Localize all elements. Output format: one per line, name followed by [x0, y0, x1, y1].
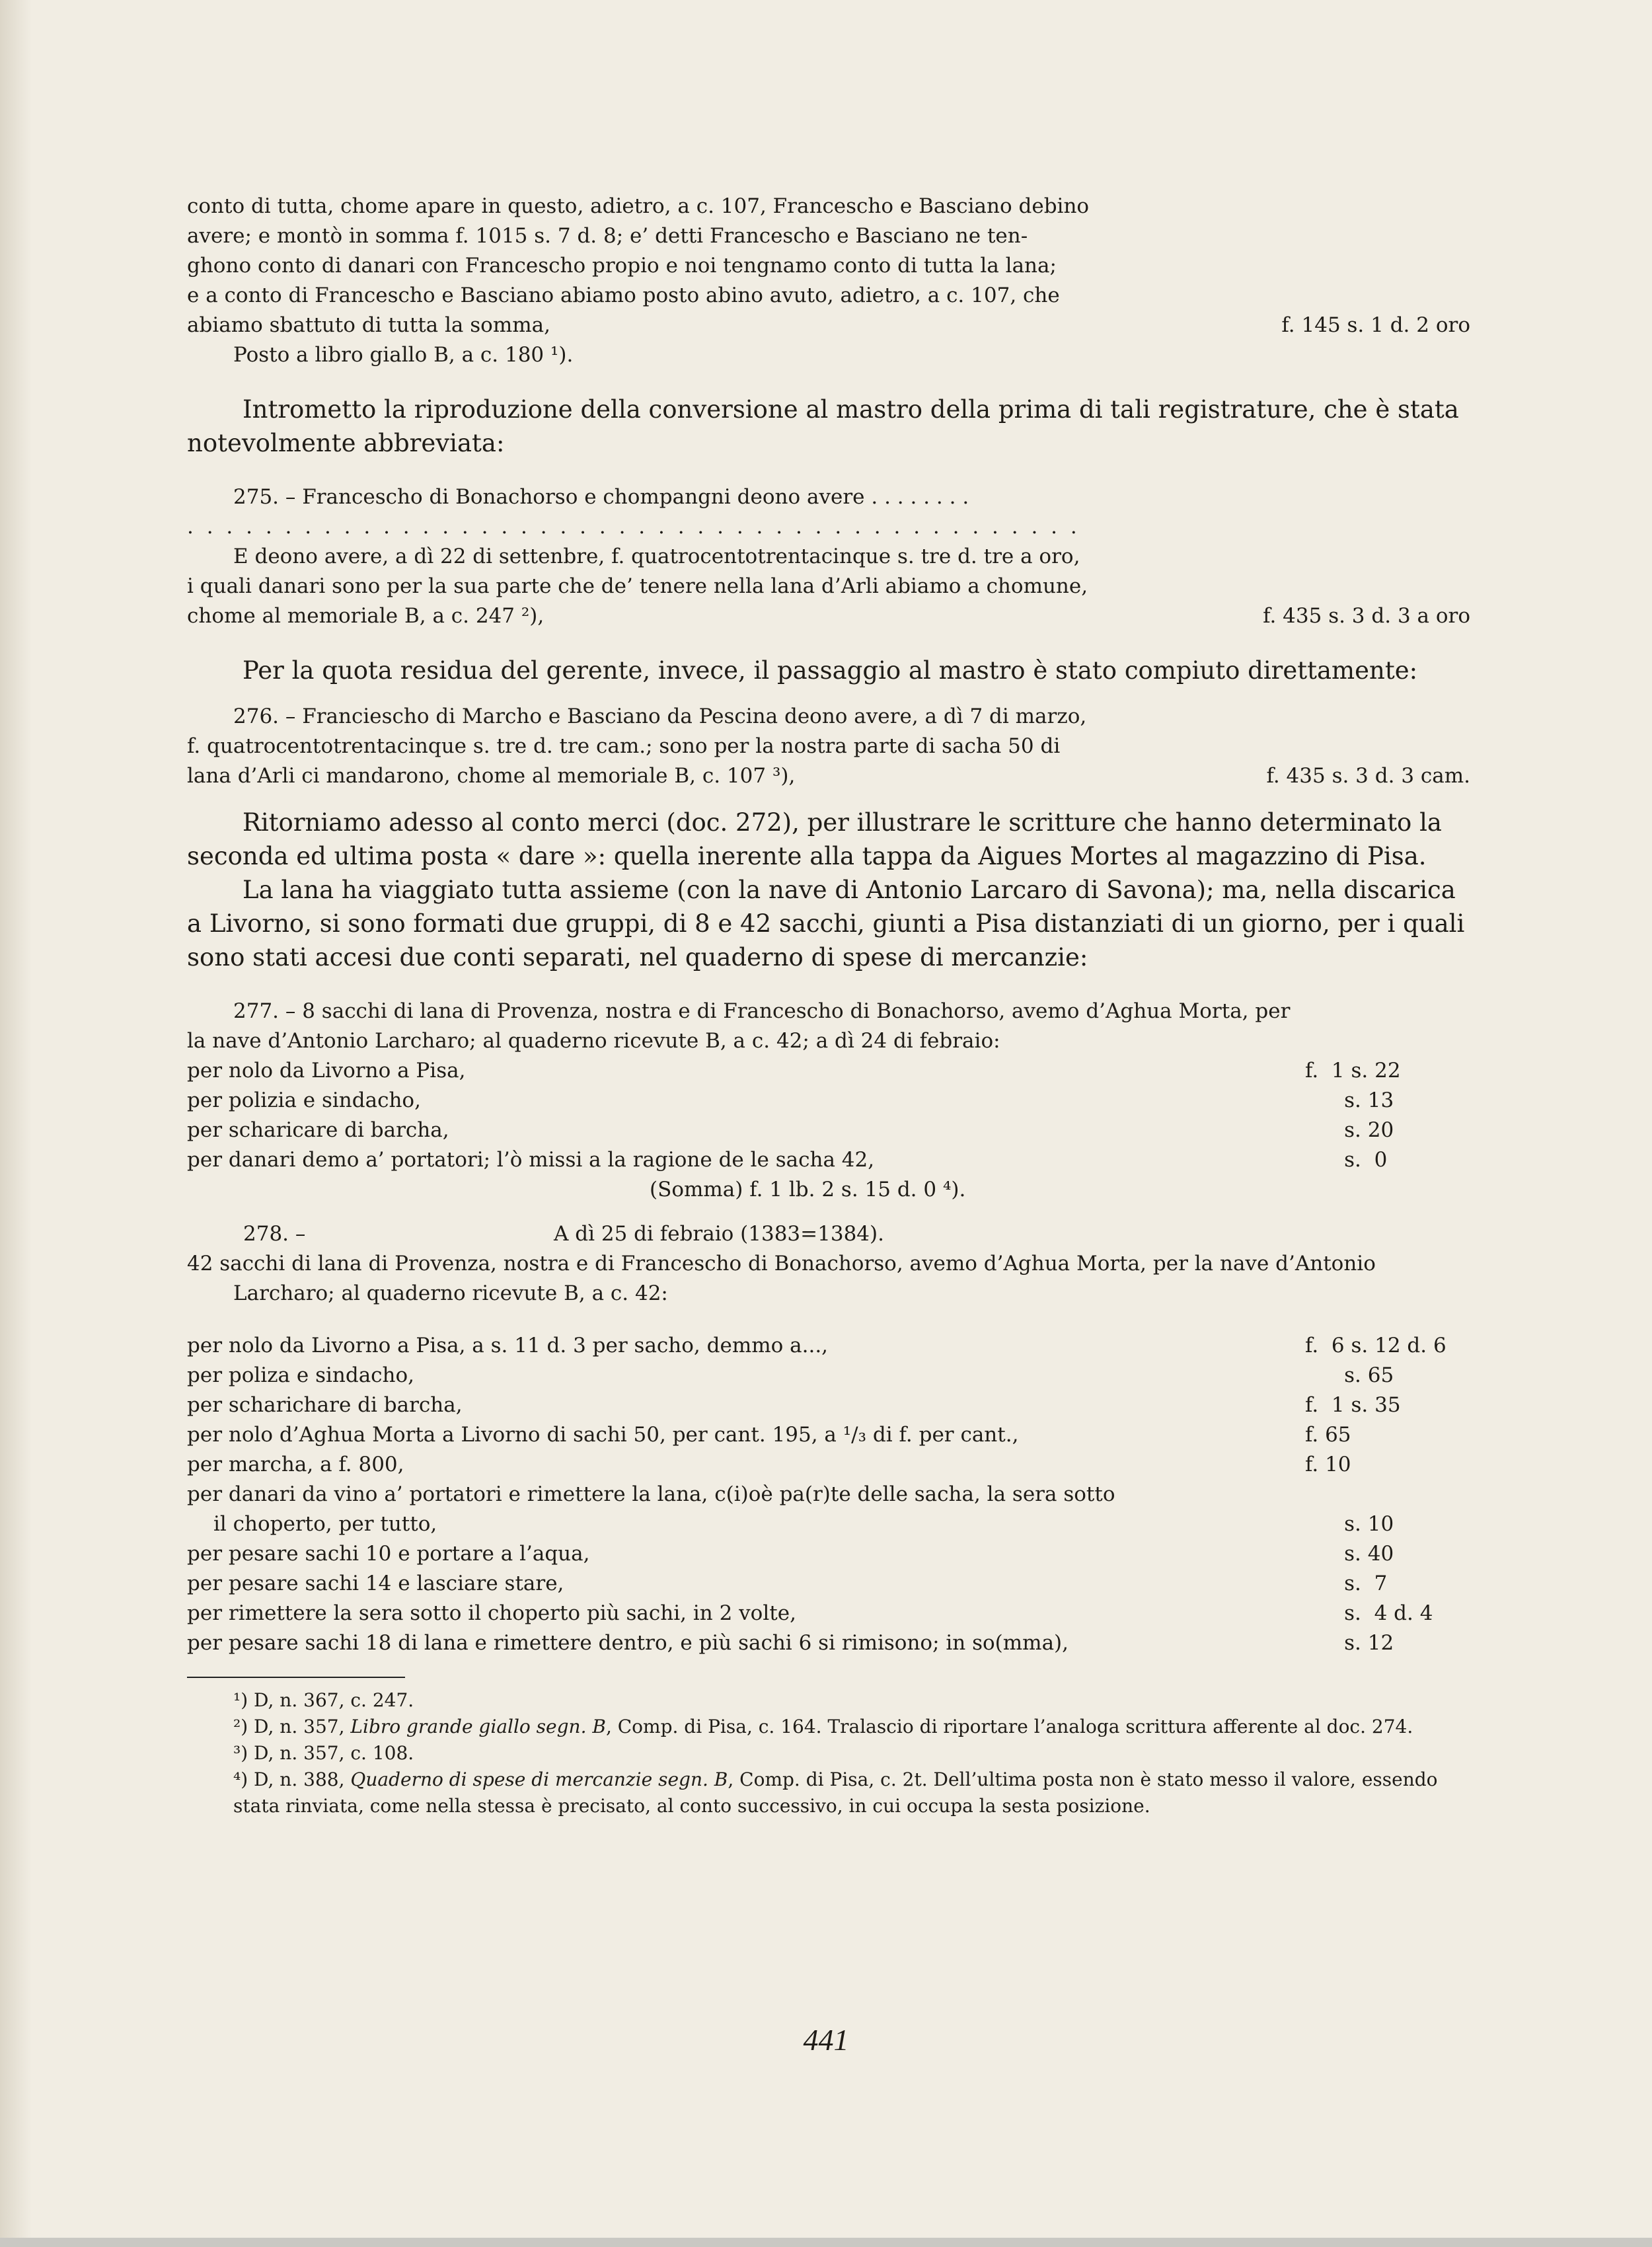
footnotes — [187, 1687, 1470, 1819]
page-edge-shadow — [0, 0, 32, 2247]
entry-heading: 42 sacchi di lana di Provenza, nostra e di Francescho di Bonachorso, avemo d’Aghua Morta, per la nave d’Antonio Larcharo; al quaderno ricevute B, a c. 42: — [187, 1252, 1376, 1305]
ledger-line — [187, 601, 1470, 631]
text-line: chome al memoriale B, a c. 247 ²), — [187, 604, 544, 628]
ledger-amount: s. 40 — [1305, 1542, 1394, 1566]
ledger-amount: s. 12 — [1305, 1631, 1394, 1655]
dotted-line: . . . . . . . . . . . . . . . . . . . . . . . . . . . . . . . . . . . . . . . . . . . . . . — [187, 515, 1080, 539]
ledger-description: per nolo d’Aghua Morta a Livorno di sachi 50, per cant. 195, a ¹/₃ di f. per cant., — [187, 1423, 1019, 1447]
amount: f. 145 s. 1 d. 2 oro — [1281, 313, 1470, 337]
ledger-amount: s. 13 — [1305, 1088, 1394, 1112]
ledger-row — [187, 1116, 1470, 1145]
text-line: lana d’Arli ci mandarono, chome al memoriale B, c. 107 ³), — [187, 764, 796, 788]
page-number: 441 — [803, 2023, 849, 2057]
footnote-3: ³) D, n. 357, c. 108. — [233, 1742, 414, 1764]
ledger-amount: f. 1 s. 22 — [1305, 1059, 1401, 1083]
ledger-row — [187, 1086, 1470, 1116]
somma-line: (Somma) f. 1 lb. 2 s. 15 d. 0 ⁴). — [650, 1178, 966, 1201]
ledger-row — [187, 1361, 1470, 1390]
ledger-description: per danari da vino a’ portatori e rimettere la lana, c(i)oè pa(r)te delle sacha, la sera sotto — [187, 1482, 1115, 1506]
ledger-description: il choperto, per tutto, — [213, 1512, 437, 1536]
ledger-amount: s. 20 — [1305, 1118, 1394, 1142]
text-line: e a conto di Francescho e Basciano abiamo posto abino avuto, adietro, a c. 107, che — [187, 284, 1060, 307]
paragraph-intro-276: Per la quota residua del gerente, invece, il passaggio al mastro è stato compiuto direttamente: — [243, 656, 1418, 685]
entry-heading: la nave d’Antonio Larcharo; al quaderno ricevute B, a c. 42; a dì 24 di febraio: — [187, 1029, 1000, 1053]
page-body — [187, 192, 1470, 1819]
footnote-title: Quaderno di spese di mercanzie segn. B — [350, 1769, 728, 1790]
entry-date: A dì 25 di febraio (1383=1384). — [554, 1222, 884, 1246]
ledger-row — [187, 1569, 1470, 1599]
ledger-description: per poliza e sindacho, — [187, 1363, 415, 1387]
ledger-amount: s. 4 d. 4 — [1305, 1601, 1433, 1625]
paragraph-lana: La lana ha viaggiato tutta assieme (con la nave di Antonio Larcaro di Savona); ma, nella discarica a Livorno, si sono formati due gruppi, di 8 e 42 sacchi, giunti a Pisa distanziati di un giorno, per i quali sono stati accesi due conti separati, nel quaderno di spese di mercanzie: — [187, 876, 1465, 971]
ledger-row — [187, 1599, 1470, 1628]
ledger-amount: s. 0 — [1305, 1148, 1388, 1172]
footnote-1: ¹) D, n. 367, c. 247. — [233, 1689, 414, 1711]
ledger-description: per pesare sachi 10 e portare a l’aqua, — [187, 1542, 590, 1566]
text-line: avere; e montò in somma f. 1015 s. 7 d. 8; e’ detti Francescho e Basciano ne ten- — [187, 224, 1028, 248]
ledger-amount: s. 10 — [1305, 1512, 1394, 1536]
paragraph-ritorniamo: Ritorniamo adesso al conto merci (doc. 272), per illustrare le scritture che hanno determinato la seconda ed ultima posta « dare »: quella inerente alla tappa da Aigues Mortes al magazzino di Pisa. — [187, 808, 1442, 870]
ledger-row — [187, 1056, 1470, 1086]
ledger-description: per scharichare di barcha, — [187, 1393, 463, 1417]
footnote-text: ⁴) D, n. 388, — [233, 1769, 351, 1790]
ledger-amount: s. 65 — [1305, 1363, 1394, 1387]
ledger-line — [187, 311, 1470, 340]
entry-277 — [187, 997, 1470, 1205]
ledger-description: per nolo da Livorno a Pisa, a s. 11 d. 3 per sacho, demmo a..., — [187, 1334, 829, 1357]
footnote-2 — [187, 1714, 1470, 1740]
ledger-row — [187, 1480, 1470, 1509]
footnote-text: ²) D, n. 357, — [233, 1716, 351, 1737]
ledger-amount: s. 7 — [1305, 1572, 1388, 1595]
footnote-4 — [187, 1767, 1470, 1819]
entry-heading: 275. – Francescho di Bonachorso e chompangni deono avere . . . . . . . . — [233, 485, 969, 509]
page-edge-bottom — [0, 2238, 1652, 2247]
ledger-description: per pesare sachi 18 di lana e rimettere dentro, e più sachi 6 si rimisono; in so(mma), — [187, 1631, 1069, 1655]
footnote-rule — [187, 1677, 405, 1678]
ledger-description: per marcha, a f. 800, — [187, 1453, 404, 1476]
footnote-text: , Comp. di Pisa, c. 2t. Dell’ultima posta non è stato messo il valore, essendo stata rinviata, come nella stessa è precisato, al conto successivo, in cui occupa la sesta posizione. — [233, 1769, 1438, 1817]
ledger-amount: f. 6 s. 12 d. 6 — [1305, 1334, 1446, 1357]
ledger-description: per pesare sachi 14 e lasciare stare, — [187, 1572, 564, 1595]
entry-heading: 277. – 8 sacchi di lana di Provenza, nostra e di Francescho di Bonachorso, avemo d’Aghua Morta, per — [233, 999, 1291, 1023]
ledger-amount — [1305, 1480, 1470, 1509]
text-line: ghono conto di danari con Francescho propio e noi tengnamo conto di tutta la lana; — [187, 254, 1057, 278]
amount: f. 435 s. 3 d. 3 cam. — [1266, 764, 1470, 788]
ledger-description: per scharicare di barcha, — [187, 1118, 449, 1142]
ledger-row — [187, 1450, 1470, 1480]
ledger-278 — [187, 1331, 1470, 1658]
ledger-description: per danari demo a’ portatori; l’ò missi a la ragione de le sacha 42, — [187, 1148, 875, 1172]
entry-heading — [187, 1219, 1470, 1249]
text-line: abiamo sbattuto di tutta la somma, — [187, 313, 550, 337]
ledger-row — [187, 1509, 1470, 1539]
ledger-row — [187, 1420, 1470, 1450]
text-line: conto di tutta, chome apare in questo, adietro, a c. 107, Francescho e Basciano debino — [187, 194, 1090, 218]
entry-number: 278. – — [243, 1222, 306, 1246]
text-line: f. quatrocentotrentacinque s. tre d. tre cam.; sono per la nostra parte di sacha 50 di — [187, 734, 1061, 758]
ledger-line — [187, 761, 1470, 791]
paragraph-intro-275: Intrometto la riproduzione della conversione al mastro della prima di tali registrature, che è stata notevolmente abbreviata: — [187, 395, 1459, 457]
amount: f. 435 s. 3 d. 3 a oro — [1263, 604, 1470, 628]
ledger-description: per polizia e sindacho, — [187, 1088, 421, 1112]
ledger-amount: f. 10 — [1305, 1453, 1351, 1476]
ledger-description: per rimettere la sera sotto il choperto più sachi, in 2 volte, — [187, 1601, 796, 1625]
ledger-row — [187, 1390, 1470, 1420]
entry-276 — [187, 702, 1470, 791]
text-line: E deono avere, a dì 22 di settenbre, f. quatrocentotrentacinque s. tre d. tre a oro, — [233, 545, 1080, 568]
ledger-row — [187, 1145, 1470, 1175]
ledger-row — [187, 1539, 1470, 1569]
top-paragraph — [187, 192, 1470, 370]
ledger-description: per nolo da Livorno a Pisa, — [187, 1059, 466, 1083]
ledger-row — [187, 1331, 1470, 1361]
ledger-277 — [187, 1056, 1470, 1175]
ledger-amount: f. 65 — [1305, 1423, 1351, 1447]
ledger-amount: f. 1 s. 35 — [1305, 1393, 1401, 1417]
text-line: 276. – Franciescho di Marcho e Basciano da Pescina deono avere, a dì 7 di marzo, — [233, 705, 1087, 728]
text-line: Posto a libro giallo B, a c. 180 ¹). — [233, 343, 574, 367]
footnote-title: Libro grande giallo segn. B — [350, 1716, 606, 1737]
ledger-row — [187, 1628, 1470, 1658]
entry-275 — [187, 482, 1470, 631]
footnote-text: , Comp. di Pisa, c. 164. Tralascio di riportare l’analoga scrittura afferente al doc. 274. — [605, 1716, 1413, 1737]
text-line: i quali danari sono per la sua parte che de’ tenere nella lana d’Arli abiamo a chomune, — [187, 574, 1088, 598]
entry-278 — [187, 1219, 1470, 1658]
